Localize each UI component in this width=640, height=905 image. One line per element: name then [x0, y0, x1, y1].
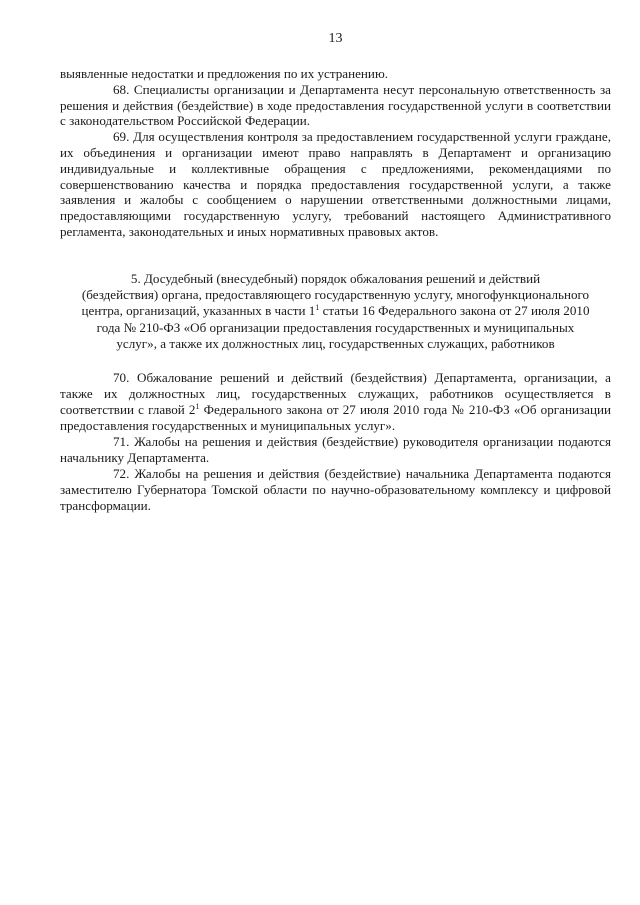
superscript: 1: [315, 303, 320, 313]
superscript: 1: [195, 402, 200, 411]
section-heading: [60, 271, 611, 352]
section-heading-line: [60, 303, 611, 319]
paragraph-text: Федерального закона от 27 июля 2010 года № 210-ФЗ «Об организации предоставления государственных и муниципальных услуг».: [60, 402, 611, 433]
paragraph-continuation: выявленные недостатки и предложения по их устранению.: [60, 66, 388, 81]
section-heading-line: 5. Досудебный (внесудебный) порядок обжалования решений и действий: [130, 271, 541, 286]
body-text-bottom: [60, 370, 611, 514]
paragraph-69: 69. Для осуществления контроля за предоставлением государственной услуги граждане, их объединения и организации имеют право направлять в Департамент и организацию индивидуальные и коллективные обращения с предложениями, рекомендациями по совершенствованию качества и порядка предоставления государственной услуги, а также заявления и жалобы с сообщением о нарушении ответственными должностными лицами, предоставляющими государственную услугу, требований настоящего Административного регламента, законодательных и иных нормативных правовых актов.: [60, 129, 611, 239]
paragraph-71: 71. Жалобы на решения и действия (бездействие) руководителя организации подаются начальнику Департамента.: [60, 434, 611, 465]
paragraph-72: 72. Жалобы на решения и действия (бездействие) начальника Департамента подаются заместителю Губернатора Томской области по научно-образовательному комплексу и цифровой трансформации.: [60, 466, 611, 513]
paragraph-text: 70. Обжалование решений и действий (бездействия) Департамента, организации, а также их должностных лиц, государственных служащих, работников осуществляется в соответствии с главой 2: [60, 370, 611, 417]
page-number: 13: [328, 31, 343, 46]
body-text-top: [60, 66, 611, 240]
section-heading-text: центра, организаций, указанных в части 1: [81, 303, 316, 319]
paragraph-70: [60, 370, 611, 434]
section-heading-text: статьи 16 Федерального закона от 27 июля 2010: [319, 303, 590, 319]
paragraph-68: 68. Специалисты организации и Департамента несут персональную ответственность за решения и действия (бездействие) в ходе предоставления государственной услуги в соответствии с законодательством Российской Федерации.: [60, 81, 611, 129]
section-heading-line: года № 210-ФЗ «Об организации предоставления государственных и муниципальных: [96, 319, 575, 335]
section-heading-line: услуг», а также их должностных лиц, государственных служащих, работников: [116, 335, 555, 351]
document-page: [60, 0, 611, 905]
section-heading-line: (бездействия) органа, предоставляющего государственную услугу, многофункционального: [81, 287, 590, 303]
